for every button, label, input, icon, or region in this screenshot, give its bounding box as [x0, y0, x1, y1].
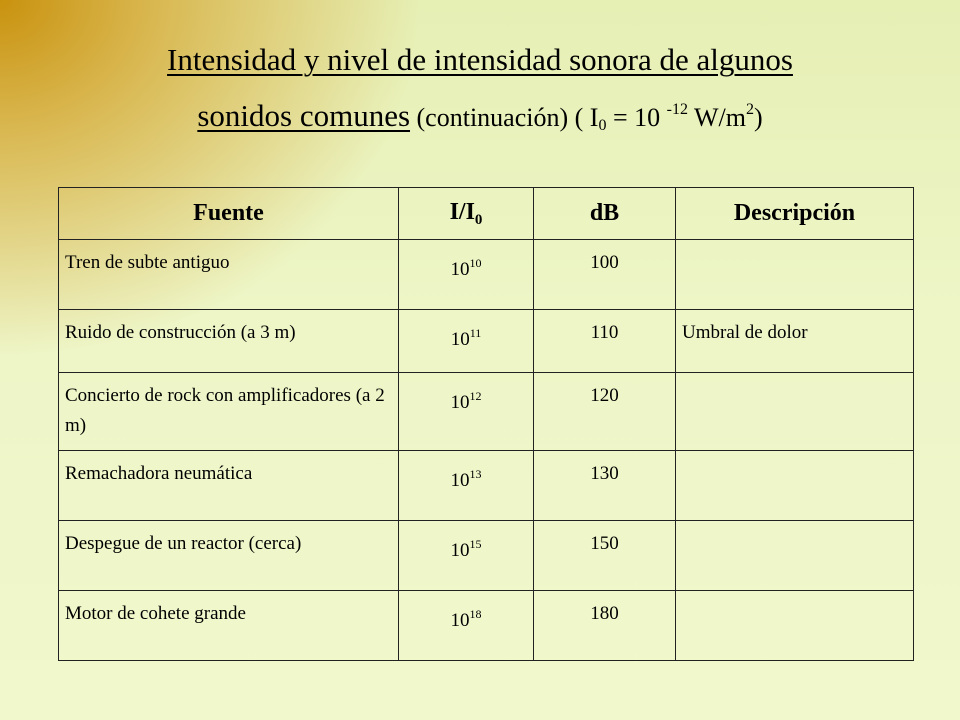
table-row — [59, 451, 914, 521]
cell-db: 130 — [534, 451, 676, 521]
table-row — [59, 591, 914, 661]
cell-fuente: Concierto de rock con amplificadores (a 2 m) — [59, 373, 399, 451]
title-suffix: (continuación) ( $I_0 = 10$ $^{-12}$ $W/m^2$) — [410, 101, 763, 134]
cell-descripcion — [676, 591, 914, 661]
cell-db: 100 — [534, 240, 676, 310]
table-header-row — [59, 188, 914, 240]
cell-descripcion — [676, 521, 914, 591]
cell-intensity-ratio: $10^{11}$ — [399, 310, 534, 373]
cell-descripcion: Umbral de dolor — [676, 310, 914, 373]
header-fuente: Fuente — [59, 188, 399, 240]
cell-intensity-ratio: $10^{13}$ — [399, 451, 534, 521]
cell-intensity-ratio: $10^{18}$ — [399, 591, 534, 661]
page-title — [40, 38, 920, 148]
cell-intensity-ratio: $10^{12}$ — [399, 373, 534, 451]
table-row — [59, 310, 914, 373]
cell-db: 120 — [534, 373, 676, 451]
title-line-1: Intensidad y nivel de intensidad sonora de algunos — [167, 42, 793, 77]
cell-fuente: Remachadora neumática — [59, 451, 399, 521]
table-row — [59, 373, 914, 451]
header-descripcion: Descripción — [676, 188, 914, 240]
cell-fuente: Motor de cohete grande — [59, 591, 399, 661]
title-line-2: sonidos comunes — [197, 98, 411, 133]
table-row — [59, 521, 914, 591]
cell-db: 180 — [534, 591, 676, 661]
cell-fuente: Tren de subte antiguo — [59, 240, 399, 310]
cell-intensity-ratio: $10^{15}$ — [399, 521, 534, 591]
cell-descripcion — [676, 240, 914, 310]
cell-db: 110 — [534, 310, 676, 373]
table-row — [59, 240, 914, 310]
cell-descripcion — [676, 451, 914, 521]
header-db: dB — [534, 188, 676, 240]
cell-descripcion — [676, 373, 914, 451]
cell-db: 150 — [534, 521, 676, 591]
cell-fuente: Despegue de un reactor (cerca) — [59, 521, 399, 591]
sound-intensity-table — [58, 187, 914, 661]
cell-intensity-ratio: $10^{10}$ — [399, 240, 534, 310]
header-intensity-ratio: $I/I_0$ — [399, 188, 534, 240]
cell-fuente: Ruido de construcción (a 3 m) — [59, 310, 399, 373]
